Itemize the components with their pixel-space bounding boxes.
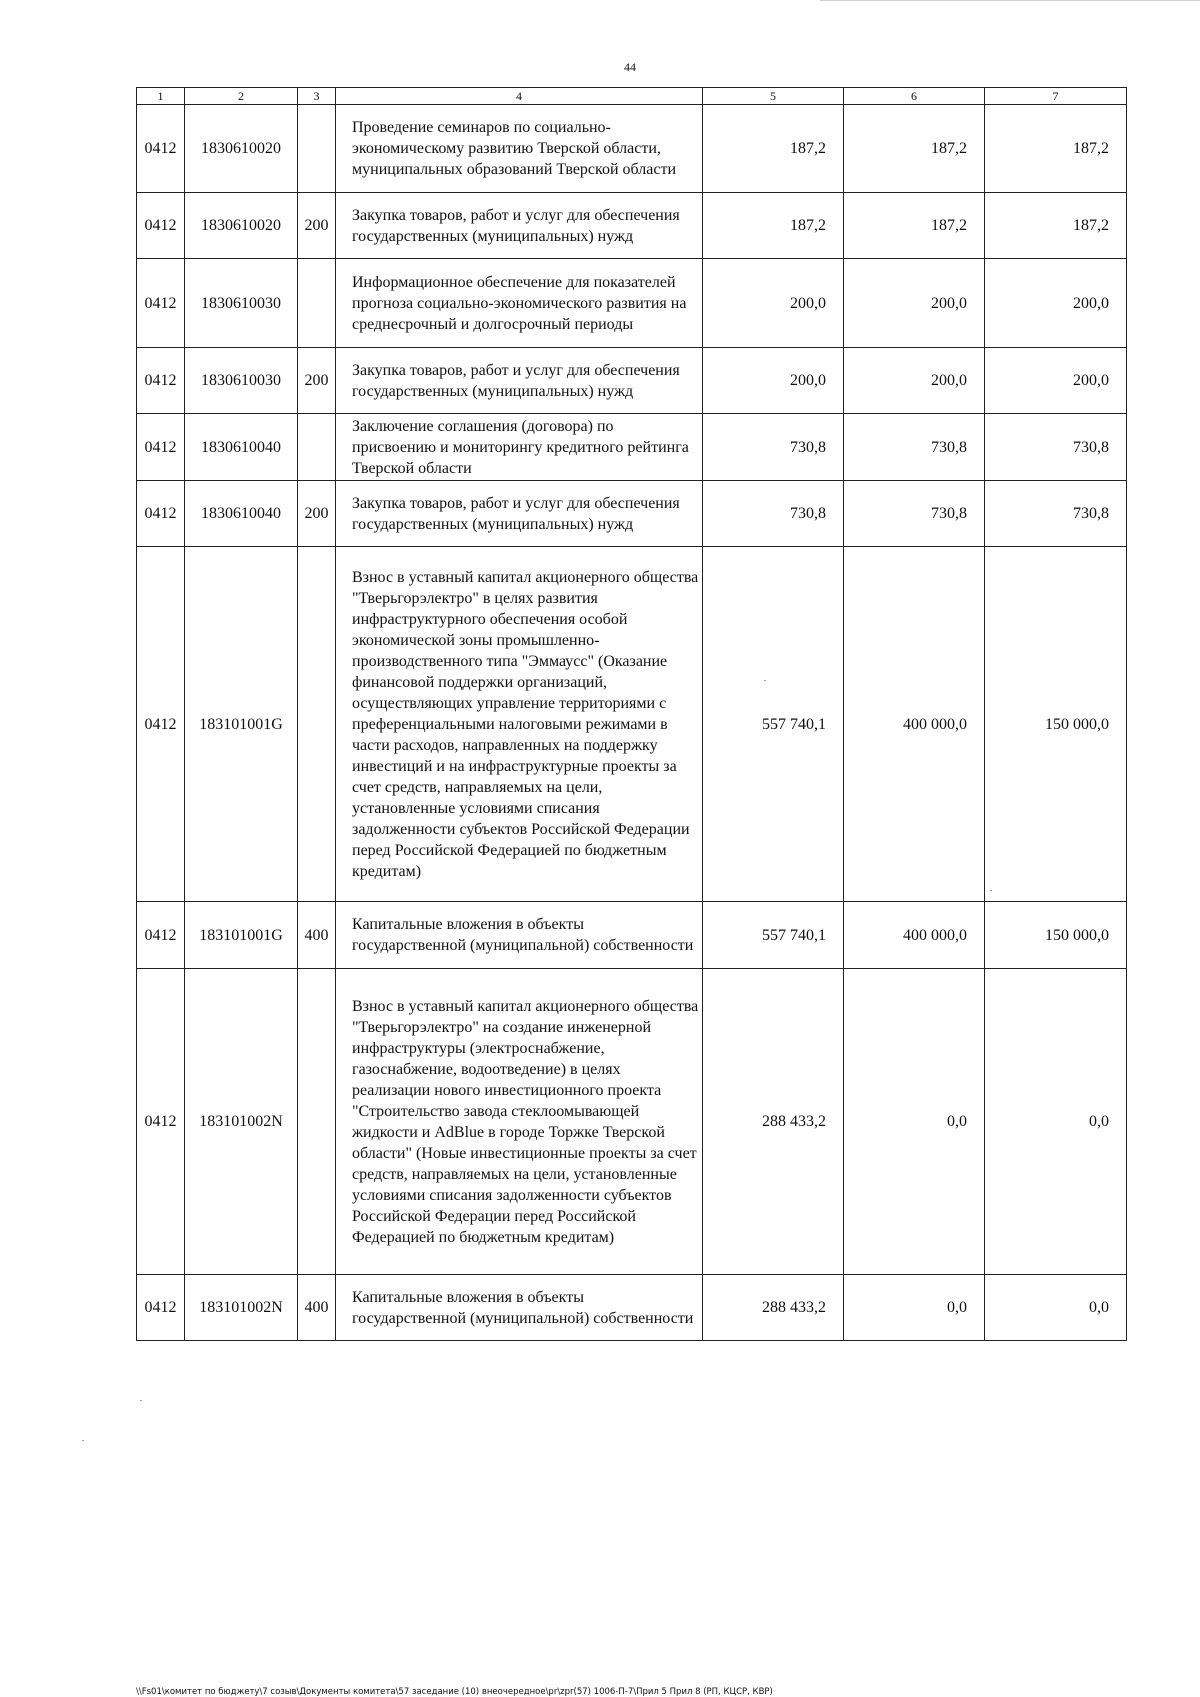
expense-type-code xyxy=(298,414,336,481)
target-article-code: 1830610040 xyxy=(185,481,298,547)
amount-col6: 200,0 xyxy=(844,259,985,348)
expense-type-code: 400 xyxy=(298,1275,336,1341)
amount-col7: 200,0 xyxy=(985,259,1127,348)
item-name: Проведение семинаров по социально-экономическому развитию Тверской области, муниципальных образований Тверской области xyxy=(336,105,703,193)
amount-col5: 557 740,1 xyxy=(703,547,844,902)
scan-speck xyxy=(140,1400,142,1401)
expense-type-code xyxy=(298,547,336,902)
amount-col7: 187,2 xyxy=(985,105,1127,193)
section-code: 0412 xyxy=(137,193,185,259)
amount-col5: 200,0 xyxy=(703,348,844,414)
amount-col6: 400 000,0 xyxy=(844,547,985,902)
table-row xyxy=(137,547,1127,902)
section-code: 0412 xyxy=(137,259,185,348)
amount-col5: 557 740,1 xyxy=(703,902,844,969)
amount-col7: 150 000,0 xyxy=(985,547,1127,902)
budget-table xyxy=(136,87,1127,1341)
table-row xyxy=(137,481,1127,547)
section-code: 0412 xyxy=(137,1275,185,1341)
table-row xyxy=(137,969,1127,1275)
amount-col5: 200,0 xyxy=(703,259,844,348)
scan-edge-line xyxy=(820,0,1200,1)
amount-col6: 0,0 xyxy=(844,969,985,1275)
section-code: 0412 xyxy=(137,105,185,193)
amount-col5: 730,8 xyxy=(703,414,844,481)
item-name: Капитальные вложения в объекты государственной (муниципальной) собственности xyxy=(336,902,703,969)
table-row xyxy=(137,1275,1127,1341)
item-name: Взнос в уставный капитал акционерного общества "Тверьгорэлектро" в целях развития инфраструктурного обеспечения особой экономической зоны промышленно-производственного типа "Эммаусс" (Оказание финансовой поддержки организаций, осуществляющих управление территориями с преференциальными налоговыми режимами в части расходов, направленных на поддержку инвестиций и на инфраструктурные проекты за счет средств, направляемых на цели, установленные условиями списания задолженности субъектов Российской Федерации перед Российской Федерацией по бюджетным кредитам) xyxy=(336,547,703,902)
target-article-code: 1830610030 xyxy=(185,259,298,348)
item-name: Капитальные вложения в объекты государственной (муниципальной) собственности xyxy=(336,1275,703,1341)
item-name: Информационное обеспечение для показателей прогноза социально-экономического развития на среднесрочный и долгосрочный периоды xyxy=(336,259,703,348)
target-article-code: 183101001G xyxy=(185,902,298,969)
amount-col6: 730,8 xyxy=(844,414,985,481)
table-row xyxy=(137,414,1127,481)
target-article-code: 1830610020 xyxy=(185,105,298,193)
target-article-code: 1830610040 xyxy=(185,414,298,481)
item-name: Взнос в уставный капитал акционерного общества "Тверьгорэлектро" на создание инженерной инфраструктуры (электроснабжение, газоснабжение, водоотведение) в целях реализации нового инвестиционного проекта "Строительство завода стеклоомывающей жидкости и AdBlue в городе Торжке Тверской области" (Новые инвестиционные проекты за счет средств, направляемых на цели, установленные условиями списания задолженности субъектов Российской Федерации перед Российской Федерацией по бюджетным кредитам) xyxy=(336,969,703,1275)
header-row xyxy=(137,88,1127,105)
item-name: Заключение соглашения (договора) по присвоению и мониторингу кредитного рейтинга Тверской области xyxy=(336,414,703,481)
target-article-code: 183101002N xyxy=(185,969,298,1275)
table-row xyxy=(137,105,1127,193)
amount-col7: 730,8 xyxy=(985,481,1127,547)
expense-type-code: 200 xyxy=(298,193,336,259)
amount-col7: 0,0 xyxy=(985,969,1127,1275)
amount-col6: 730,8 xyxy=(844,481,985,547)
amount-col5: 187,2 xyxy=(703,105,844,193)
header-cell: 2 xyxy=(185,88,298,105)
section-code: 0412 xyxy=(137,902,185,969)
table-row xyxy=(137,348,1127,414)
amount-col6: 200,0 xyxy=(844,348,985,414)
item-name: Закупка товаров, работ и услуг для обеспечения государственных (муниципальных) нужд xyxy=(336,481,703,547)
scan-speck xyxy=(764,680,766,681)
target-article-code: 183101002N xyxy=(185,1275,298,1341)
amount-col6: 400 000,0 xyxy=(844,902,985,969)
expense-type-code xyxy=(298,259,336,348)
amount-col6: 0,0 xyxy=(844,1275,985,1341)
target-article-code: 1830610020 xyxy=(185,193,298,259)
amount-col7: 200,0 xyxy=(985,348,1127,414)
item-name: Закупка товаров, работ и услуг для обеспечения государственных (муниципальных) нужд xyxy=(336,193,703,259)
header-cell: 4 xyxy=(336,88,703,105)
expense-type-code xyxy=(298,105,336,193)
target-article-code: 183101001G xyxy=(185,547,298,902)
header-cell: 6 xyxy=(844,88,985,105)
amount-col7: 150 000,0 xyxy=(985,902,1127,969)
table-row xyxy=(137,193,1127,259)
amount-col5: 730,8 xyxy=(703,481,844,547)
amount-col5: 187,2 xyxy=(703,193,844,259)
footer-file-path: \\Fs01\комитет по бюджету\7 созыв\Документы комитета\57 заседание (10) внеочередное\pr\zpr(57) 1006-П-7\Прил 5 Прил 8 (РП, КЦСР, КВР) xyxy=(136,1687,773,1697)
amount-col7: 730,8 xyxy=(985,414,1127,481)
header-cell: 7 xyxy=(985,88,1127,105)
expense-type-code: 200 xyxy=(298,481,336,547)
amount-col7: 0,0 xyxy=(985,1275,1127,1341)
header-cell: 3 xyxy=(298,88,336,105)
expense-type-code: 400 xyxy=(298,902,336,969)
amount-col5: 288 433,2 xyxy=(703,1275,844,1341)
header-cell: 5 xyxy=(703,88,844,105)
amount-col5: 288 433,2 xyxy=(703,969,844,1275)
scan-speck xyxy=(990,890,992,891)
item-name: Закупка товаров, работ и услуг для обеспечения государственных (муниципальных) нужд xyxy=(336,348,703,414)
target-article-code: 1830610030 xyxy=(185,348,298,414)
page-number: 44 xyxy=(624,60,636,74)
section-code: 0412 xyxy=(137,414,185,481)
section-code: 0412 xyxy=(137,348,185,414)
section-code: 0412 xyxy=(137,481,185,547)
expense-type-code xyxy=(298,969,336,1275)
header-cell: 1 xyxy=(137,88,185,105)
amount-col7: 187,2 xyxy=(985,193,1127,259)
table-row xyxy=(137,259,1127,348)
scan-speck xyxy=(82,1440,84,1441)
section-code: 0412 xyxy=(137,969,185,1275)
section-code: 0412 xyxy=(137,547,185,902)
table-row xyxy=(137,902,1127,969)
amount-col6: 187,2 xyxy=(844,193,985,259)
expense-type-code: 200 xyxy=(298,348,336,414)
amount-col6: 187,2 xyxy=(844,105,985,193)
